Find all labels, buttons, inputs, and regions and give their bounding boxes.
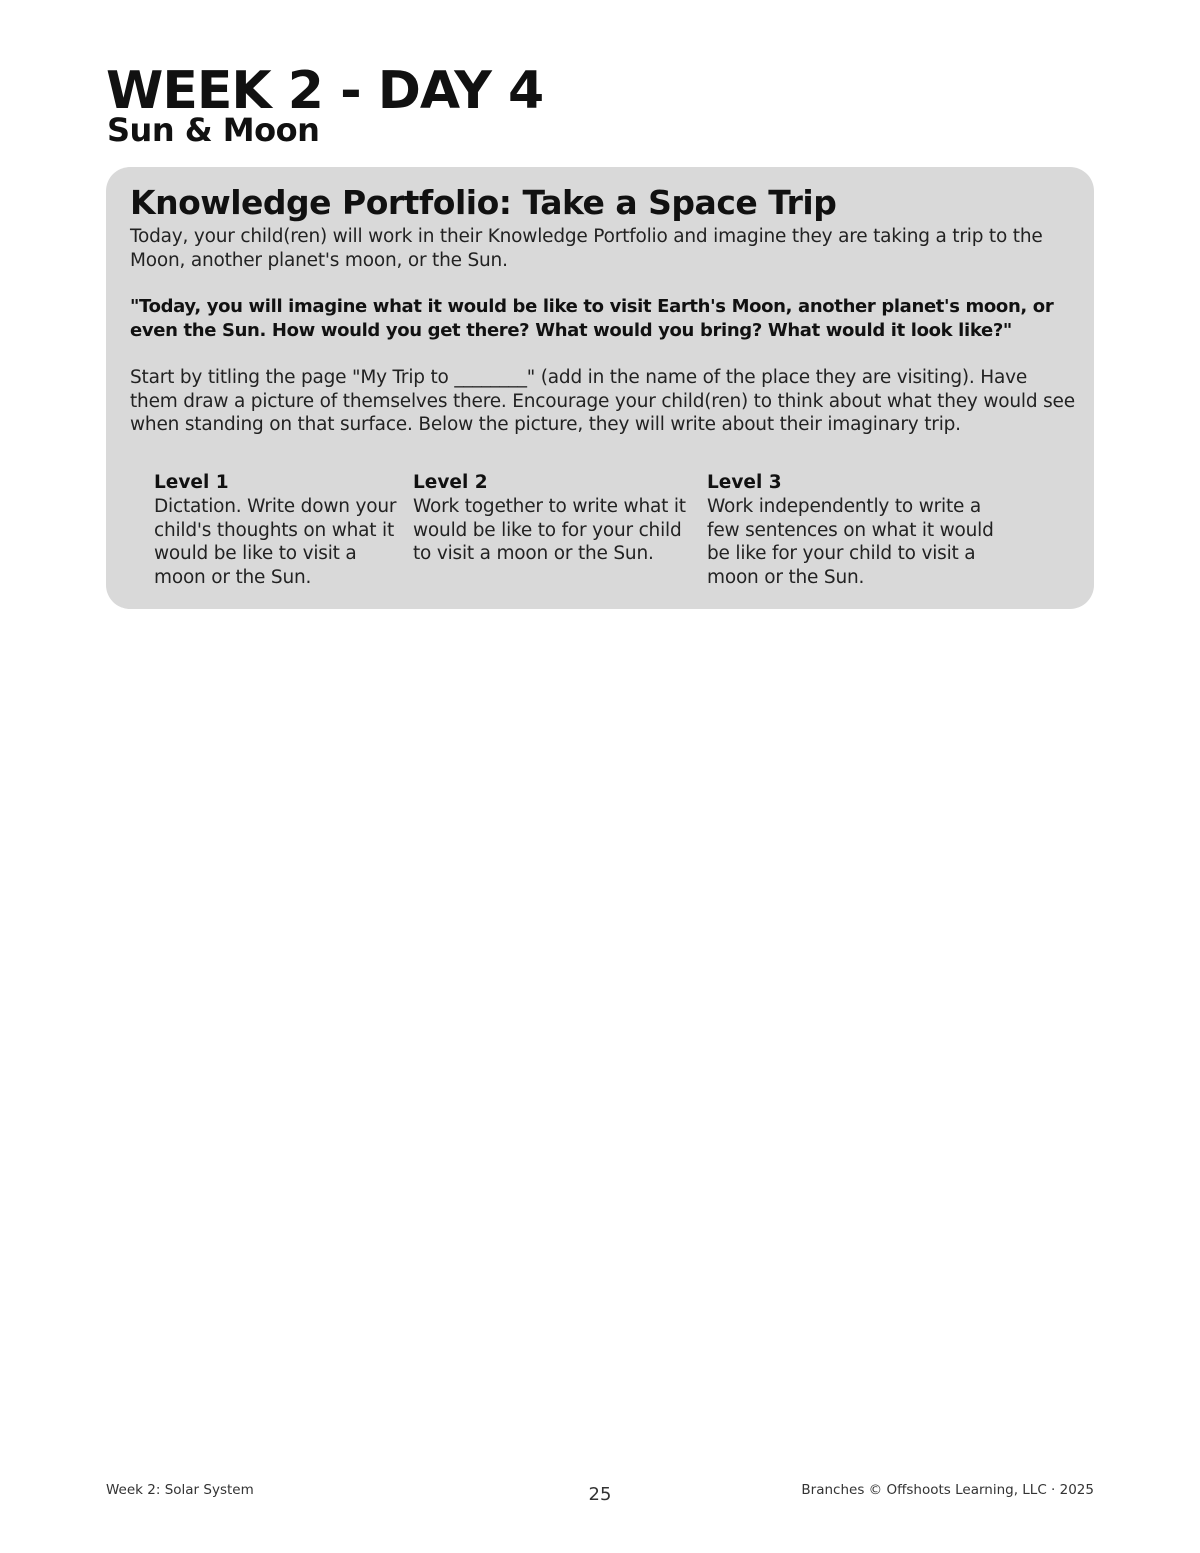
activity-instructions: Start by titling the page "My Trip to ________" (add in the name of the place they are visiting). Have them draw a picture of themselves there. Encourage your child(ren) to think about what they would see when standing on that surface. Below the picture, they will write about their imaginary trip. — [130, 367, 1075, 435]
activity-heading: Knowledge Portfolio: Take a Space Trip — [130, 183, 837, 222]
level-1-block — [154, 471, 404, 589]
activity-card — [106, 167, 1094, 609]
footer-copyright: Branches © Offshoots Learning, LLC · 2025 — [801, 1482, 1094, 1498]
level-2-name: Level 2 — [413, 472, 488, 493]
level-3-name: Level 3 — [707, 472, 782, 493]
page-subtitle: Sun & Moon — [107, 111, 320, 149]
level-3-block — [707, 471, 1017, 589]
level-1-description: Dictation. Write down your child's thoughts on what it would be like to visit a moon or the Sun. — [154, 496, 397, 588]
activity-intro: Today, your child(ren) will work in their Knowledge Portfolio and imagine they are taking a trip to the Moon, another planet's moon, or the Sun. — [130, 226, 1043, 271]
level-1-name: Level 1 — [154, 472, 229, 493]
page-title: WEEK 2 - DAY 4 — [106, 61, 544, 121]
page-number: 25 — [588, 1484, 612, 1505]
footer-section-label: Week 2: Solar System — [106, 1482, 254, 1498]
level-3-description: Work independently to write a few sentences on what it would be like for your child to visit a moon or the Sun. — [707, 496, 994, 588]
activity-quote: "Today, you will imagine what it would be like to visit Earth's Moon, another planet's moon, or even the Sun. How would you get there? What would you bring? What would it look like?" — [130, 296, 1054, 341]
level-2-block — [413, 471, 703, 566]
level-2-description: Work together to write what it would be like to for your child to visit a moon or the Sun. — [413, 496, 686, 564]
